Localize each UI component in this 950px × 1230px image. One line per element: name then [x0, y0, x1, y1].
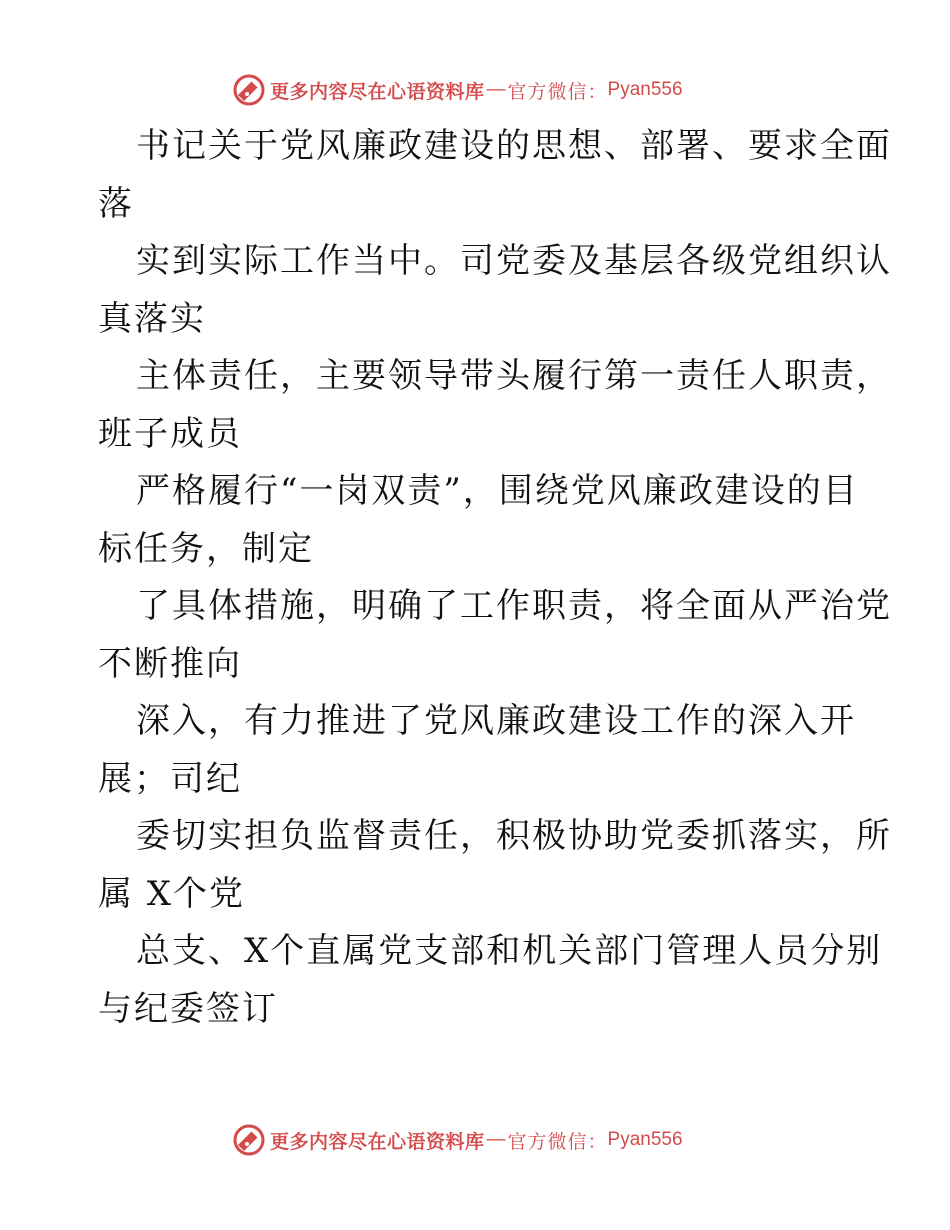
banner-wechat-id: Pyan556: [607, 79, 683, 100]
banner-wechat-label: 官方微信：: [507, 1130, 608, 1153]
body-line: 严格履行“一岗双责”，围绕党风廉政建设的目: [136, 471, 859, 511]
body-line: 标任务，制定: [98, 528, 314, 569]
banner-dash: —: [486, 1129, 506, 1150]
body-line: 不断推向: [98, 643, 242, 684]
banner-wechat-id: Pyan556: [607, 1129, 683, 1150]
body-line: 真落实: [98, 298, 206, 339]
footer-banner: [232, 1122, 683, 1158]
body-line: 实到实际工作当中。司党委及基层各级党组织认: [136, 241, 892, 281]
body-line: 深入，有力推进了党风廉政建设工作的深入开: [136, 701, 856, 741]
banner-lead-text: 更多内容尽在心语资料库: [270, 80, 485, 103]
pen-nib-logo-icon: [232, 73, 266, 107]
banner-lead-text: 更多内容尽在心语资料库: [270, 1130, 485, 1153]
body-line: 落: [98, 183, 134, 224]
body-line: 主体责任，主要领导带头履行第一责任人职责，: [136, 356, 892, 396]
pen-nib-logo-icon: [232, 1123, 266, 1157]
document-body: [98, 118, 892, 1038]
body-line: 班子成员: [98, 413, 242, 454]
body-line: 属 X个党: [98, 873, 246, 914]
body-line: 总支、X个直属党支部和机关部门管理人员分别: [136, 931, 883, 971]
banner-wechat-label: 官方微信：: [507, 80, 608, 103]
header-banner: [232, 72, 683, 108]
body-line: 委切实担负监督责任，积极协助党委抓落实，所: [136, 816, 892, 856]
body-line: 书记关于党风廉政建设的思想、部署、要求全面: [136, 126, 892, 166]
body-line: 展；司纪: [98, 758, 242, 799]
body-line: 了具体措施，明确了工作职责，将全面从严治党: [136, 586, 892, 626]
banner-dash: —: [486, 79, 506, 100]
body-line: 与纪委签订: [98, 988, 278, 1029]
